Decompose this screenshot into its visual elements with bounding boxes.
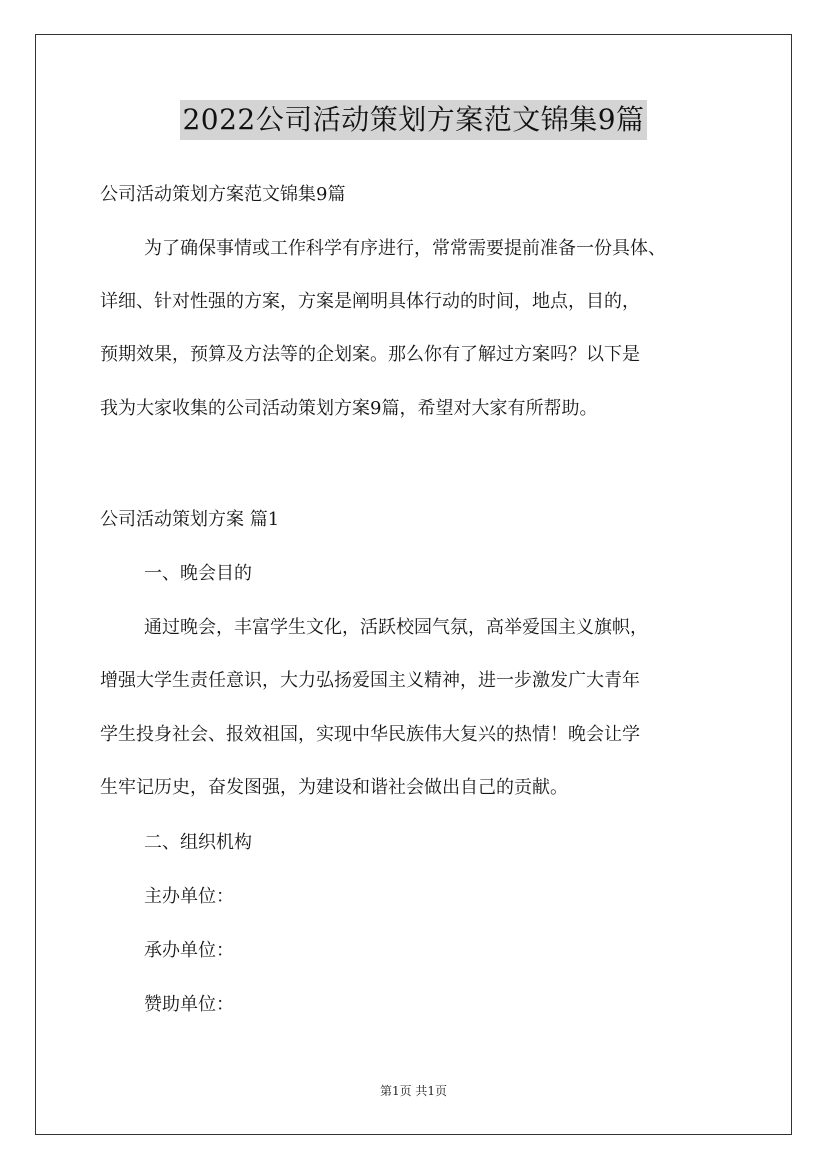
document-title: 2022公司活动策划方案范文锦集9篇 bbox=[180, 100, 646, 140]
intro-line-2: 详细、针对性强的方案，方案是阐明具体行动的时间，地点，目的， bbox=[100, 291, 640, 312]
part1-line-3: 学生投身社会、报效祖国，实现中华民族伟大复兴的热情！晚会让学 bbox=[100, 724, 640, 745]
part2-heading: 二、组织机构 bbox=[144, 832, 252, 853]
intro-line-3: 预期效果，预算及方法等的企划案。那么你有了解过方案吗？以下是 bbox=[100, 344, 640, 365]
document-subtitle: 公司活动策划方案范文锦集9篇 bbox=[100, 184, 346, 205]
page-footer: 第1页 共1页 bbox=[379, 1084, 448, 1098]
section-heading: 公司活动策划方案 篇1 bbox=[100, 509, 280, 530]
part1-line-4: 生牢记历史，奋发图强，为建设和谐社会做出自己的贡献。 bbox=[100, 777, 568, 798]
part1-line-2: 增强大学生责任意识，大力弘扬爱国主义精神，进一步激发广大青年 bbox=[100, 670, 640, 691]
intro-line-4: 我为大家收集的公司活动策划方案9篇，希望对大家有所帮助。 bbox=[100, 398, 598, 419]
title-container bbox=[0, 100, 827, 140]
org-item-organizer: 承办单位： bbox=[144, 940, 234, 961]
part1-heading: 一、晚会目的 bbox=[144, 563, 252, 584]
org-item-sponsor: 赞助单位： bbox=[144, 994, 234, 1015]
part1-line-1: 通过晚会，丰富学生文化，活跃校园气氛，高举爱国主义旗帜， bbox=[144, 617, 648, 638]
intro-line-1: 为了确保事情或工作科学有序进行，常常需要提前准备一份具体、 bbox=[144, 238, 666, 259]
org-item-host: 主办单位： bbox=[144, 886, 234, 907]
